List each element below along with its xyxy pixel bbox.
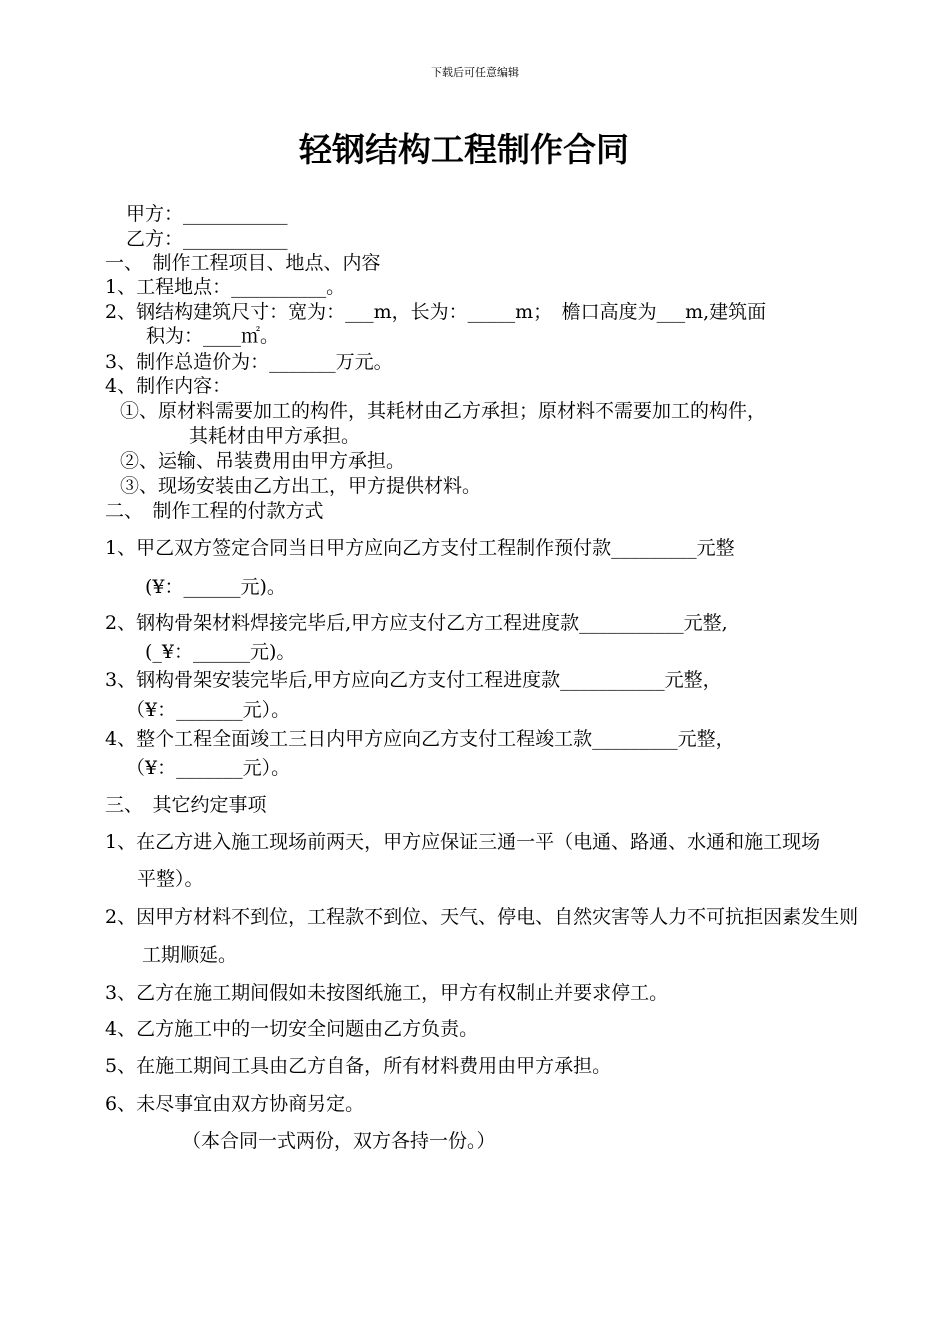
section-1-item-2-line-1: 2、钢结构建筑尺寸：宽为：___m，长为：_____m； 檐口高度为___m,建筑面 xyxy=(105,301,767,323)
rule-5: 5、在施工期间工具由乙方自备，所有材料费用由甲方承担。 xyxy=(105,1055,612,1077)
party-b-line: 乙方：___________ xyxy=(126,228,288,250)
rule-3: 3、乙方在施工期间假如未按图纸施工，甲方有权制止并要求停工。 xyxy=(105,982,669,1004)
rule-2-line-2: 工期顺延。 xyxy=(142,944,238,966)
section-1-sub-2: ②、运输、吊装费用由甲方承担。 xyxy=(120,450,406,472)
section-1-item-4: 4、制作内容： xyxy=(105,375,232,397)
payment-3-line-2: （¥：_______元）。 xyxy=(126,699,291,721)
section-1-sub-1-line-2: 其耗材由甲方承担。 xyxy=(189,425,361,447)
footer-note: （本合同一式两份，双方各持一份。） xyxy=(182,1130,496,1152)
payment-2-line-1: 2、钢构骨架材料焊接完毕后,甲方应支付乙方工程进度款___________元整, xyxy=(105,612,728,634)
section-1-item-1: 1、工程地点：__________。 xyxy=(105,276,346,298)
payment-2-line-2: (_¥：______元)。 xyxy=(145,641,296,663)
section-1-sub-1-line-1: ①、原材料需要加工的构件，其耗材由乙方承担；原材料不需要加工的构件， xyxy=(120,400,767,422)
page-header: 下载后可任意编辑 xyxy=(431,66,519,79)
payment-1-line-1: 1、甲乙双方签定合同当日甲方应向乙方支付工程制作预付款_________元整 xyxy=(105,537,735,559)
rule-1-line-2: 平整）。 xyxy=(137,868,204,890)
rule-1-line-1: 1、在乙方进入施工现场前两天，甲方应保证三通一平（电通、路通、水通和施工现场 xyxy=(105,831,821,853)
section-1-item-2-line-2: 积为：____㎡。 xyxy=(146,325,280,347)
rule-4: 4、乙方施工中的一切安全问题由乙方负责。 xyxy=(105,1018,479,1040)
payment-3-line-1: 3、钢构骨架安装完毕后,甲方应向乙方支付工程进度款___________元整， xyxy=(105,669,722,691)
party-a-line: 甲方：___________ xyxy=(126,203,288,225)
section-2-heading: 二、 制作工程的付款方式 xyxy=(105,500,324,522)
rule-2-line-1: 2、因甲方材料不到位，工程款不到位、天气、停电、自然灾害等人力不可抗拒因素发生则 xyxy=(105,906,859,928)
payment-1-line-2: (¥：______元)。 xyxy=(145,576,286,598)
page-title: 轻钢结构工程制作合同 xyxy=(299,130,629,169)
section-1-heading: 一、 制作工程项目、地点、内容 xyxy=(105,252,381,274)
section-1-sub-3: ③、现场安装由乙方出工，甲方提供材料。 xyxy=(120,475,482,497)
rule-6: 6、未尽事宜由双方协商另定。 xyxy=(105,1093,365,1115)
payment-4-line-2: （¥：_______元）。 xyxy=(126,757,291,779)
payment-4-line-1: 4、整个工程全面竣工三日内甲方应向乙方支付工程竣工款_________元整， xyxy=(105,728,735,750)
section-1-item-3: 3、制作总造价为：_______万元。 xyxy=(105,351,393,373)
section-3-heading: 三、 其它约定事项 xyxy=(105,794,267,816)
